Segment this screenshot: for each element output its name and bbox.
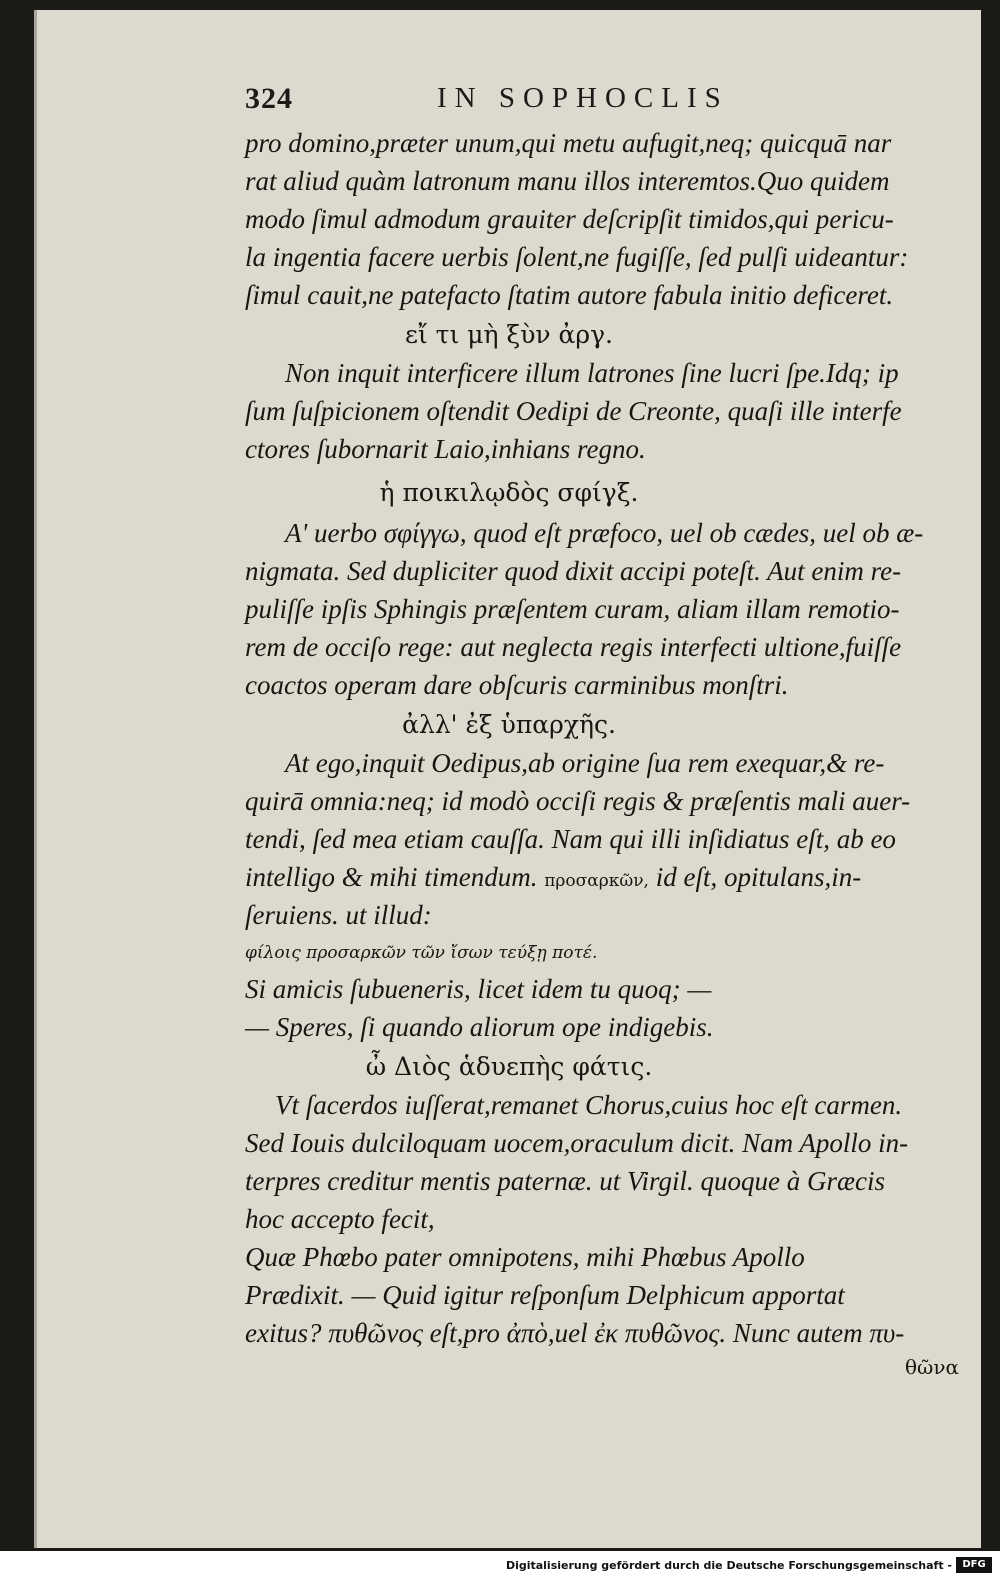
funding-credit: Digitalisierung gefördert durch die Deutsche Forschungsgemeinschaft - xyxy=(505,1559,952,1572)
text-line: ſeruiens. ut illud: xyxy=(245,900,432,930)
text-line: Quæ Phœbo pater omnipotens, mihi Phœbus Apollo xyxy=(245,1242,805,1272)
text-line: rat aliud quàm latronum manu illos interemtos.Quo quidem xyxy=(245,166,890,196)
greek-lemma: ἀλλ' ἐξ ὑπαρχῆς. xyxy=(402,710,616,739)
text-line: rem de occiſo rege: aut neglecta regis interfecti ultione,fuiſſe xyxy=(245,632,902,662)
dfg-logo: DFG xyxy=(956,1557,992,1573)
text-line: A' uerbo σφίγγω, quod eſt præfoco, uel ob cædes, uel ob æ- xyxy=(285,518,924,548)
book-page xyxy=(34,10,981,1548)
text-line xyxy=(245,860,861,898)
greek-lemma: ὦ Διὸς ἁδυεπὴς φάτις. xyxy=(365,1052,653,1081)
text-line: terpres creditur mentis paternæ. ut Virgil. quoque à Græcis xyxy=(245,1166,885,1196)
greek-word: προσαρκῶν, xyxy=(544,871,649,891)
page-number: 324 xyxy=(245,82,293,115)
text-line: Si amicis ſubueneris, licet idem tu quoq; — xyxy=(245,974,712,1004)
footer-bar xyxy=(0,1551,1000,1582)
greek-lemma: εἴ τι μὴ ξὺν ἀργ. xyxy=(404,320,614,349)
text-line: tendi, ſed mea etiam cauſſa. Nam qui illi inſidiatus eſt, ab eo xyxy=(245,824,896,854)
text-line: ctores ſubornarit Laio,inhians regno. xyxy=(245,434,646,464)
greek-lemma: ἡ ποικιλῳδὸς σφίγξ. xyxy=(379,478,639,507)
text-line: ſum ſuſpicionem oſtendit Oedipi de Creonte, quaſi ille interfe xyxy=(245,396,902,426)
text-line: quirā omnia:neq; id modò occiſi regis & præſentis mali auer- xyxy=(245,786,911,816)
text-line: Prædixit. — Quid igitur reſponſum Delphicum apportat xyxy=(245,1280,845,1310)
text-line: Non inquit interficere illum latrones ſine lucri ſpe.Idq; ip xyxy=(285,358,899,388)
text-line: modo ſimul admodum grauiter deſcripſit timidos,qui pericu- xyxy=(245,204,894,234)
text-line: — Speres, ſi quando aliorum ope indigebis. xyxy=(245,1012,714,1042)
greek-quotation: φίλοις προσαρκῶν τῶν ἴσων τεύξῃ ποτέ. xyxy=(245,943,598,963)
text-segment: id eſt, opitulans,in- xyxy=(655,862,862,892)
running-head: IN SOPHOCLIS xyxy=(437,82,729,114)
text-segment: intelligo & mihi timendum. xyxy=(245,862,538,892)
text-line: Vt ſacerdos iuſſerat,remanet Chorus,cuius hoc eſt carmen. xyxy=(275,1090,903,1120)
text-line: Sed Iouis dulciloquam uocem,oraculum dicit. Nam Apollo in- xyxy=(245,1128,909,1158)
text-line: At ego,inquit Oedipus,ab origine ſua rem exequar,& re- xyxy=(285,748,885,778)
text-line: nigmata. Sed dupliciter quod dixit accipi poteſt. Aut enim re- xyxy=(245,556,902,586)
text-line: puliſſe ipſis Sphingis præſentem curam, aliam illam remotio- xyxy=(245,594,900,624)
catchword: θῶνα xyxy=(905,1355,960,1379)
text-line: exitus? πυθῶνος eſt,pro ἀπὸ,uel ἐκ πυθῶνος. Nunc autem πυ- xyxy=(245,1318,905,1348)
text-line: la ingentia facere uerbis ſolent,ne fugiſſe, ſed pulſi uideantur: xyxy=(245,242,909,272)
text-line: ſimul cauit,ne patefacto ſtatim autore fabula initio deficeret. xyxy=(245,280,894,310)
text-line: coactos operam dare obſcuris carminibus monſtri. xyxy=(245,670,789,700)
text-line: pro domino,præter unum,qui metu aufugit,neq; quicquā nar xyxy=(245,128,892,158)
commentary-text xyxy=(37,10,981,1548)
text-line: hoc accepto fecit, xyxy=(245,1204,435,1234)
